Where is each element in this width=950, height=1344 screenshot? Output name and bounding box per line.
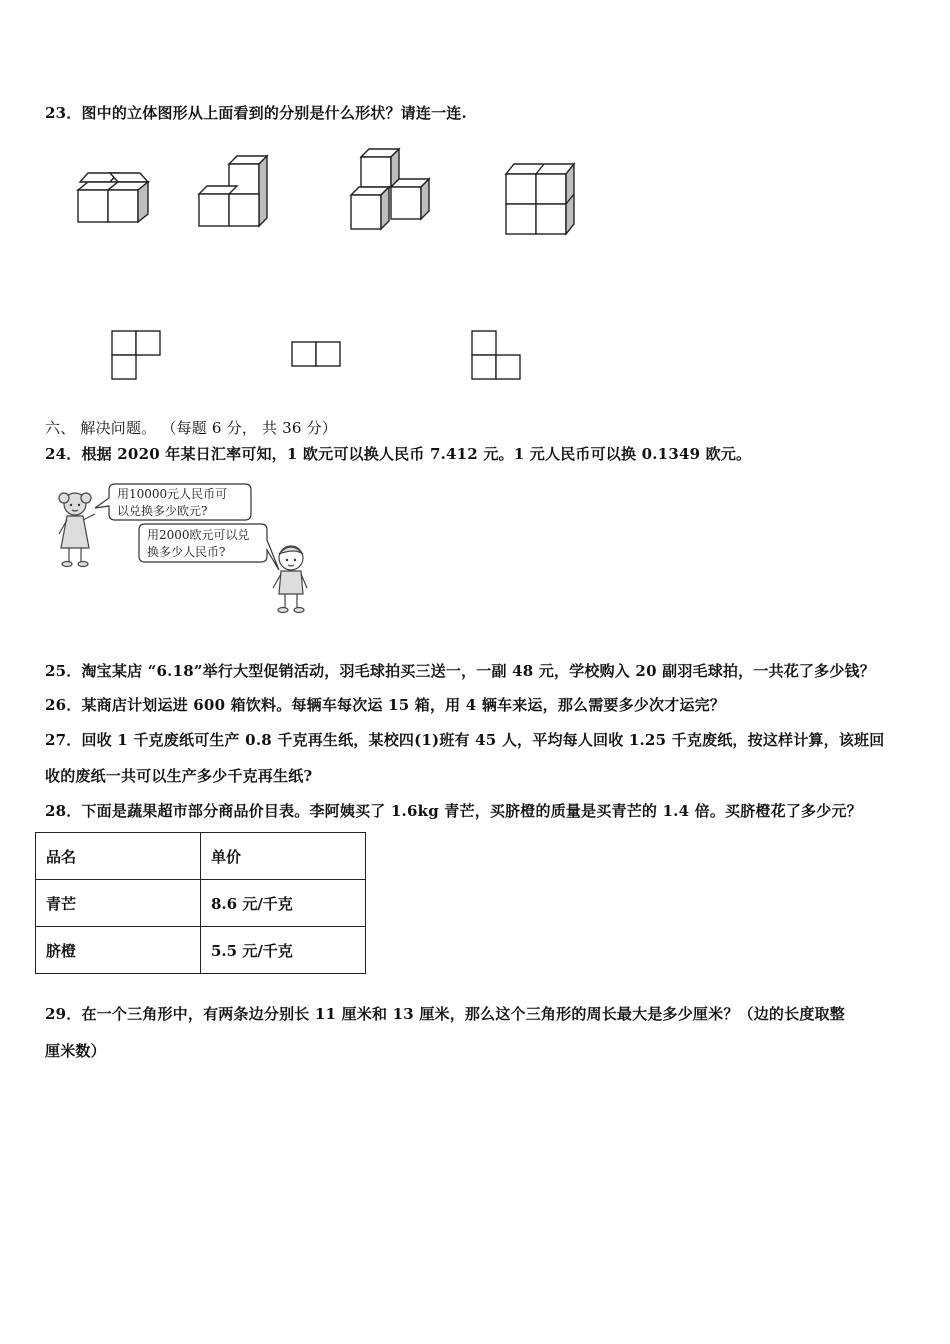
boy-figure (273, 546, 307, 613)
q24-text: 24．根据 2020 年某日汇率可知，1 欧元可以换人民币 7.412 元。1 元人民币可以换 0.1349 欧元。 (45, 445, 752, 463)
table-cell: 8.6 元/千克 (201, 880, 366, 927)
table-header-row (36, 833, 366, 880)
table-header-price: 单价 (201, 833, 366, 880)
q26-text: 26．某商店计划运进 600 箱饮料。每辆车每次运 15 箱，用 4 辆车来运，那么需要多少次才运完？ (45, 696, 726, 714)
girl-bubble-line-2: 以兑换多少欧元? (117, 504, 208, 518)
q28-text: 28．下面是蔬果超市部分商品价目表。李阿姨买了 1.6kg 青芒，买脐橙的质量是买青芒的 1.4 倍。买脐橙花了多少元？ (45, 802, 862, 820)
section-6-heading: 六、 解决问题。 （每题 6 分， 共 36 分） (45, 419, 338, 437)
table-cell: 5.5 元/千克 (201, 927, 366, 974)
solid-figure-3 (345, 145, 440, 235)
table-row (36, 927, 366, 974)
top-view-shape-3 (470, 328, 525, 383)
q29-line-1: 29．在一个三角形中，有两条边分别长 11 厘米和 13 厘米，那么这个三角形的周长最大是多少厘米？（边的长度取整 (45, 1005, 845, 1023)
girl-figure (59, 493, 95, 567)
table-header-name: 品名 (36, 833, 201, 880)
boy-bubble-line-1: 用2000欧元可以兑 (147, 528, 250, 542)
solid-figure-4 (500, 160, 590, 240)
q23-text: 23．图中的立体图形从上面看到的分别是什么形状？请连一连. (45, 104, 467, 122)
top-view-shape-2 (290, 340, 345, 370)
solid-figure-1 (70, 168, 160, 228)
table-cell: 脐橙 (36, 927, 201, 974)
table-row (36, 880, 366, 927)
table-cell: 青芒 (36, 880, 201, 927)
boy-bubble-line-2: 换多少人民币? (147, 545, 226, 559)
exchange-illustration (55, 478, 285, 618)
price-table (35, 832, 366, 974)
q27-line-2: 收的废纸一共可以生产多少千克再生纸? (45, 767, 313, 785)
q27-line-1: 27．回收 1 千克废纸可生产 0.8 千克再生纸，某校四(1)班有 45 人，平均每人回收 1.25 千克废纸，按这样计算，该班回 (45, 731, 885, 749)
solid-figure-2 (195, 152, 285, 232)
top-view-shape-1 (110, 328, 165, 383)
q29-line-2: 厘米数） (45, 1042, 106, 1060)
girl-bubble-line-1: 用10000元人民币可 (117, 487, 228, 501)
q25-text: 25．淘宝某店 “6.18”举行大型促销活动，羽毛球拍买三送一，一副 48 元，学校购入 20 副羽毛球拍，一共花了多少钱？ (45, 662, 875, 680)
